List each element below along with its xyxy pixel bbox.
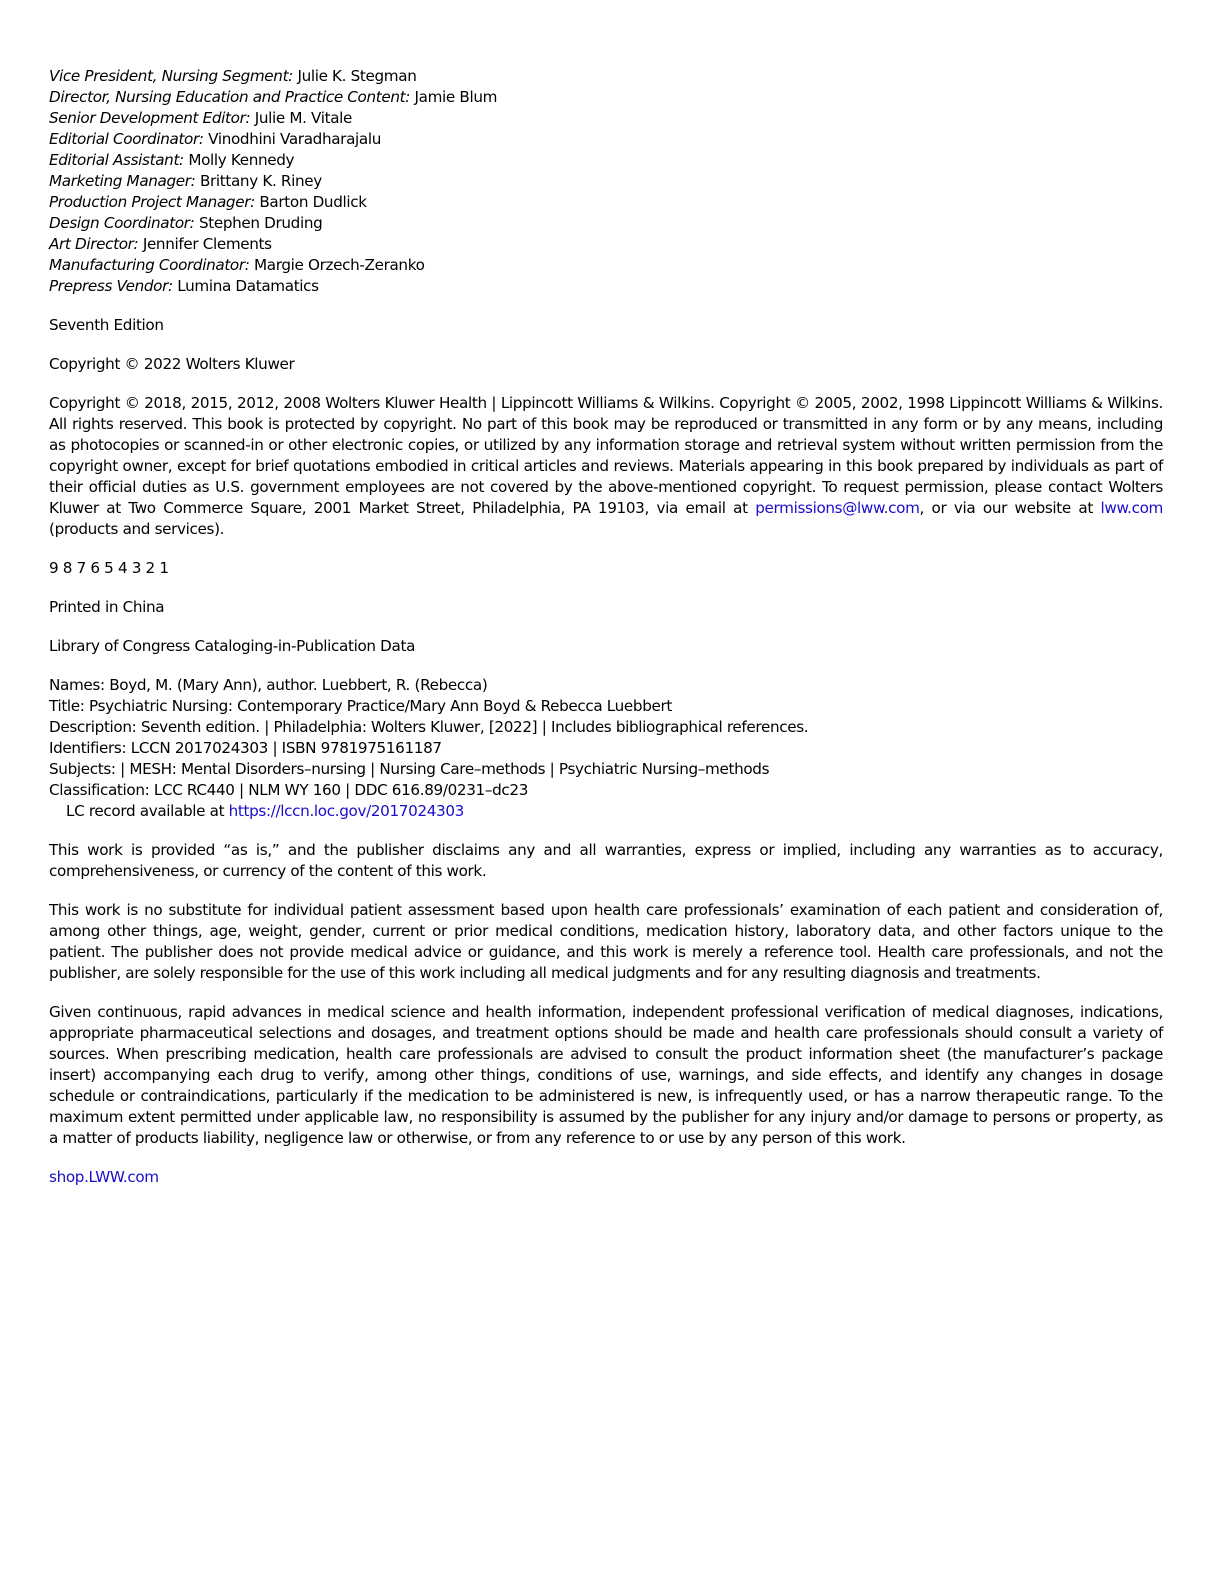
- credit-line: [49, 192, 1163, 213]
- credit-role: Prepress Vendor:: [49, 277, 173, 295]
- lc-record-link[interactable]: https://lccn.loc.gov/2017024303: [228, 802, 464, 820]
- staff-credits: [49, 66, 1163, 297]
- edition: Seventh Edition: [49, 316, 164, 334]
- cip-lc-record: [49, 801, 1163, 822]
- permissions-email-link[interactable]: permissions@lww.com: [755, 499, 920, 517]
- credit-line: [49, 255, 1163, 276]
- shop-paragraph: [49, 1167, 1163, 1188]
- credit-name: Vinodhini Varadharajalu: [208, 130, 382, 148]
- disclaimer-assessment: This work is no substitute for individual patient assessment based upon health care professionals’ examination of each patient and consideration of, among other things, age, weight, gender, current or prior medical conditions, medication history, laboratory data, and other factors unique to the patient. The publisher does not provide medical advice or guidance, and this work is merely a reference tool. Health care professionals, and not the publisher, are solely responsible for the use of this work including all medical judgments and for any resulting diagnosis and treatments.: [49, 901, 1163, 982]
- credit-name: Lumina Datamatics: [177, 277, 319, 295]
- credit-line: [49, 129, 1163, 150]
- credit-line: [49, 87, 1163, 108]
- disclaimer-warranty: This work is provided “as is,” and the publisher disclaims any and all warranties, express or implied, including any warranties as to accuracy, comprehensiveness, or currency of the content of this work.: [49, 841, 1163, 880]
- credit-role: Editorial Coordinator:: [49, 130, 204, 148]
- cip-data: [49, 675, 1163, 822]
- credit-role: Director, Nursing Education and Practice Content:: [49, 88, 411, 106]
- credit-line: [49, 66, 1163, 87]
- credit-role: Senior Development Editor:: [49, 109, 251, 127]
- cip-description: Description: Seventh edition. | Philadelphia: Wolters Kluwer, [2022] | Includes bibliographical references.: [49, 718, 809, 736]
- credit-name: Margie Orzech-Zeranko: [254, 256, 425, 274]
- cip-classification: Classification: LCC RC440 | NLM WY 160 | DDC 616.89/0231–dc23: [49, 781, 529, 799]
- cip-heading: Library of Congress Cataloging-in-Publication Data: [49, 637, 416, 655]
- rights-text: Copyright © 2018, 2015, 2012, 2008 Wolters Kluwer Health | Lippincott Williams & Wilkins. Copyright © 2005, 2002, 1998 Lippincott Williams & Wilkins. All rights reserved. This book is protected by copyright. No part of this book may be reproduced or transmitted in any form or by any means, including as photocopies or scanned-in or other electronic copies, or utilized by any information storage and retrieval system without written permission from the copyright owner, except for brief quotations embodied in critical articles and reviews. Materials appearing in this book prepared by individuals as part of their official duties as U.S. government employees are not covered by the above-mentioned copyright. To request permission, please contact Wolters Kluwer at Two Commerce Square, 2001 Market Street, Philadelphia, PA 19103, via email at: [49, 394, 1163, 517]
- shop-link[interactable]: shop.LWW.com: [49, 1168, 159, 1186]
- disclaimer-verification: Given continuous, rapid advances in medical science and health information, independent professional verification of medical diagnoses, indications, appropriate pharmaceutical selections and dosages, and treatment options should be made and health care professionals should consult a variety of sources. When prescribing medication, health care professionals are advised to consult the product information sheet (the manufacturer’s package insert) accompanying each drug to verify, among other things, conditions of use, warnings, and side effects, and identify any changes in dosage schedule or contraindications, particularly if the medication to be administered is new, is infrequently used, or has a narrow therapeutic range. To the maximum extent permitted under applicable law, no responsibility is assumed by the publisher for any injury and/or damage to persons or property, as a matter of products liability, negligence law or otherwise, or from any reference to or use by any person of this work.: [49, 1003, 1163, 1147]
- credit-line: [49, 108, 1163, 129]
- credit-role: Art Director:: [49, 235, 139, 253]
- credit-role: Editorial Assistant:: [49, 151, 184, 169]
- rights-end-text: (products and services).: [49, 520, 225, 538]
- credit-line: [49, 213, 1163, 234]
- print-line: 9 8 7 6 5 4 3 2 1: [49, 559, 169, 577]
- cip-identifiers: Identifiers: LCCN 2017024303 | ISBN 9781975161187: [49, 739, 442, 757]
- credit-role: Marketing Manager:: [49, 172, 196, 190]
- credit-line: [49, 234, 1163, 255]
- credit-line: [49, 276, 1163, 297]
- credit-name: Barton Dudlick: [259, 193, 367, 211]
- credit-name: Stephen Druding: [198, 214, 323, 232]
- credit-role: Vice President, Nursing Segment:: [49, 67, 293, 85]
- credit-name: Jennifer Clements: [142, 235, 272, 253]
- website-link[interactable]: lww.com: [1100, 499, 1163, 517]
- credit-role: Production Project Manager:: [49, 193, 255, 211]
- cip-names: Names: Boyd, M. (Mary Ann), author. Luebbert, R. (Rebecca): [49, 676, 488, 694]
- credit-name: Jamie Blum: [414, 88, 498, 106]
- credit-name: Molly Kennedy: [188, 151, 295, 169]
- credit-line: [49, 171, 1163, 192]
- credit-name: Julie K. Stegman: [297, 67, 417, 85]
- rights-paragraph: [49, 393, 1163, 540]
- credit-name: Julie M. Vitale: [254, 109, 353, 127]
- cip-title: Title: Psychiatric Nursing: Contemporary Practice/Mary Ann Boyd & Rebecca Luebbert: [49, 697, 672, 715]
- copyright-page: [49, 66, 1163, 1206]
- cip-subjects: Subjects: | MESH: Mental Disorders–nursing | Nursing Care–methods | Psychiatric Nursing–methods: [49, 760, 770, 778]
- credit-name: Brittany K. Riney: [199, 172, 322, 190]
- credit-line: [49, 150, 1163, 171]
- lc-record-text: LC record available at: [66, 802, 229, 820]
- printed-in: Printed in China: [49, 598, 165, 616]
- copyright-line: Copyright © 2022 Wolters Kluwer: [49, 355, 295, 373]
- credit-role: Design Coordinator:: [49, 214, 195, 232]
- credit-role: Manufacturing Coordinator:: [49, 256, 250, 274]
- rights-mid-text: , or via our website at: [919, 499, 1101, 517]
